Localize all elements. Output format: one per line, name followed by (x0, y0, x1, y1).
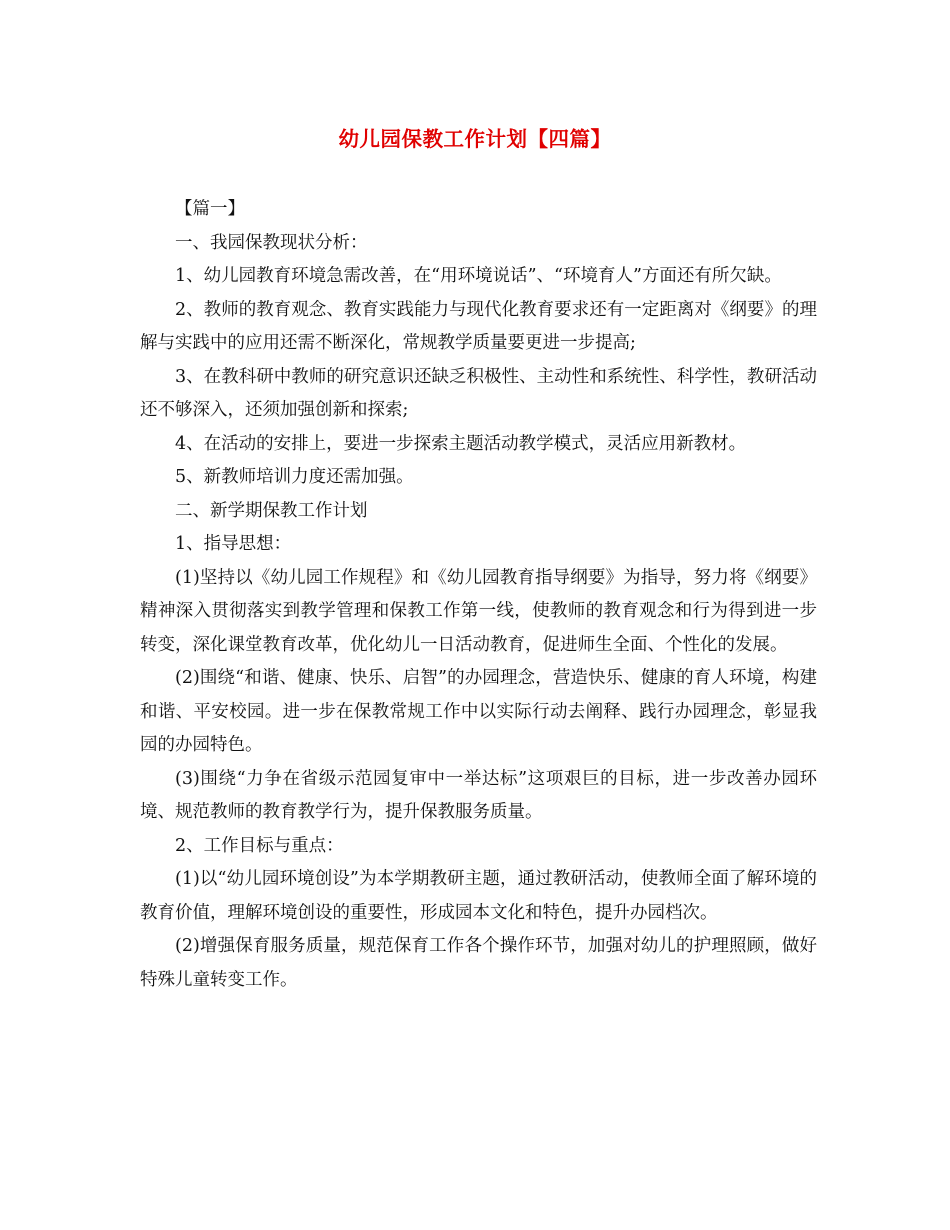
paragraph: 二、新学期保教工作计划 (175, 500, 368, 521)
paragraph: (1)坚持以《幼儿园工作规程》和《幼儿园教育指导纲要》为指导，努力将《纲要》精神深入贯彻落实到教学管理和保教工作第一线，使教师的教育观念和行为得到进一步转变，深化课堂教育改革，优化幼儿一日活动教育，促进师生全面、个性化的发展。 (140, 567, 817, 655)
paragraph: 1、指导思想： (175, 534, 292, 554)
document-title: 幼儿园保教工作计划【四篇】 (338, 127, 612, 151)
paragraph: (2)围绕“和谐、健康、快乐、启智”的办园理念，营造快乐、健康的育人环境，构建和谐、平安校园。进一步在保教常规工作中以实际行动去阐释、践行办园理念，彰显我园的办园特色。 (140, 668, 817, 755)
paragraph: 3、在教科研中教师的研究意识还缺乏积极性、主动性和系统性、科学性，教研活动还不够深入，还须加强创新和探索; (140, 366, 817, 420)
paragraph: 5、新教师培训力度还需加强。 (175, 467, 414, 487)
paragraph: 2、教师的教育观念、教育实践能力与现代化教育要求还有一定距离对《纲要》的理解与实践中的应用还需不断深化，常规教学质量要更进一步提高; (140, 299, 817, 353)
paragraph: 4、在活动的安排上，要进一步探索主题活动教学模式，灵活应用新教材。 (175, 433, 747, 454)
paragraph: (2)增强保育服务质量，规范保育工作各个操作环节，加强对幼儿的护理照顾，做好特殊儿童转变工作。 (140, 936, 817, 990)
paragraph: (1)以“幼儿园环境创设”为本学期教研主题，通过教研活动，使教师全面了解环境的教育价值，理解环境创设的重要性，形成园本文化和特色，提升办园档次。 (140, 869, 817, 923)
paragraph: 2、工作目标与重点： (175, 835, 344, 856)
paragraph: (3)围绕“力争在省级示范园复审中一举达标”这项艰巨的目标，进一步改善办园环境、规范教师的教育教学行为，提升保教服务质量。 (140, 768, 817, 822)
section-label: 【篇一】 (175, 199, 245, 219)
document-body (140, 193, 817, 997)
paragraph: 一、我园保教现状分析： (175, 232, 368, 253)
paragraph: 1、幼儿园教育环境急需改善，在“用环境说话”、“环境育人”方面还有所欠缺。 (175, 266, 782, 286)
